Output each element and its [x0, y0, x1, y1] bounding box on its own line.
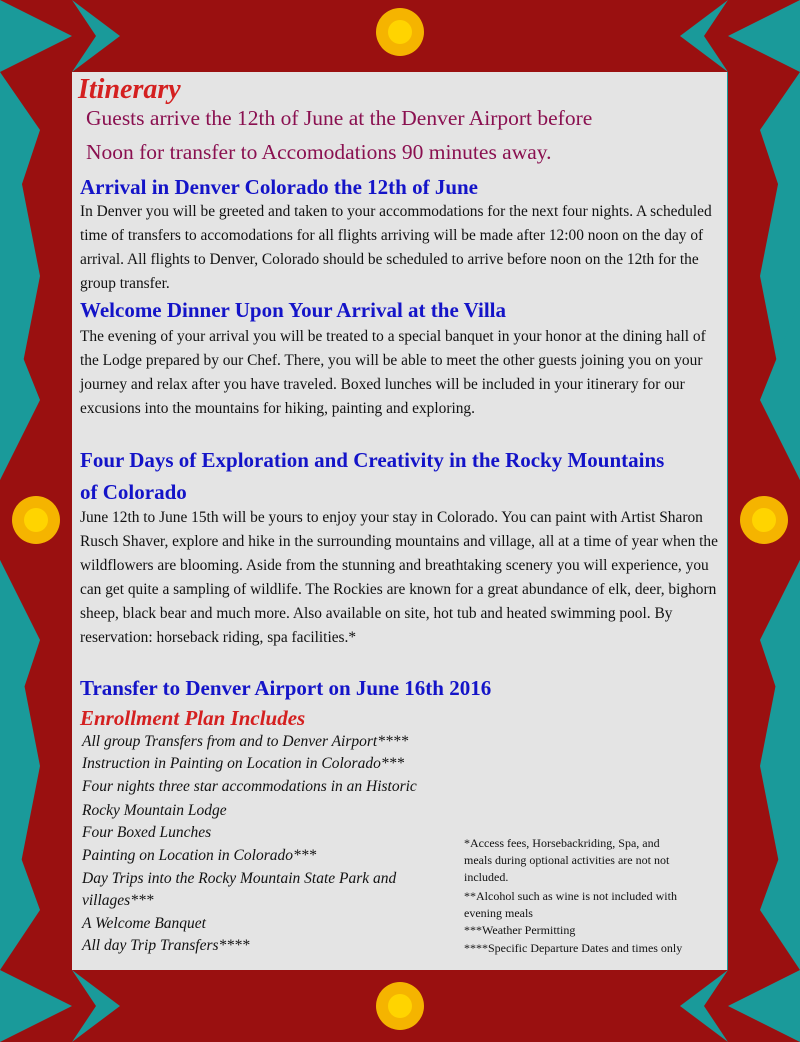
sun-icon [360, 970, 440, 1042]
enrollment-heading: Enrollment Plan Includes [80, 706, 306, 730]
footnote-line: meals during optional activities are not not [464, 853, 670, 867]
section-body-exploration: June 12th to June 15th will be yours to enjoy your stay in Colorado. You can paint with Artist Sharon Rusch Shaver, explore and hike in the surrounding mountains and village, all at a time of year when the wildflowers are blooming. Aside from the stunning and breathtaking scenery you will experience, you can get quite a sampling of wildlife. The Rockies are known for a great abundance of elk, deer, bighorn sheep, black bear and much more. Also available on site, hot tub and heated swimming pool. By reservation: horseback riding, spa facilities.* [80, 509, 718, 646]
enrollment-item: villages*** [82, 892, 154, 909]
section-heading-welcome: Welcome Dinner Upon Your Arrival at the Villa [80, 298, 507, 322]
footnote-line: *Access fees, Horsebackriding, Spa, and [464, 836, 660, 850]
enrollment-item: Four Boxed Lunches [82, 824, 212, 841]
sun-icon [0, 480, 72, 560]
enrollment-item: Day Trips into the Rocky Mountain State Park and [82, 870, 397, 887]
itinerary-title: Itinerary [78, 74, 181, 105]
footnote-line: included. [464, 870, 509, 884]
enrollment-item: All day Trip Transfers**** [82, 937, 250, 954]
section-heading-exploration-1: Four Days of Exploration and Creativity in the Rocky Mountains [80, 448, 665, 472]
enrollment-item: Rocky Mountain Lodge [82, 802, 227, 819]
sun-icon [728, 480, 800, 560]
section-heading-arrival: Arrival in Denver Colorado the 12th of June [80, 175, 479, 199]
section-body-welcome: The evening of your arrival you will be treated to a special banquet in your honor at the dining hall of the Lodge prepared by our Chef. There, you will be able to meet the other guests joining you on your journey and relax after you have traveled. Boxed lunches will be included in your itinerary for our excusions into the mountains for hiking, painting and exploring. [80, 328, 706, 417]
section-heading-exploration-2: of Colorado [80, 480, 187, 504]
enrollment-item: A Welcome Banquet [82, 915, 206, 932]
footnote-line: ***Weather Permitting [464, 923, 576, 937]
sun-icon [360, 0, 440, 72]
enrollment-item: Instruction in Painting on Location in Colorado*** [82, 755, 405, 772]
footnote-line: evening meals [464, 906, 533, 920]
intro-line-2: Noon for transfer to Accomodations 90 minutes away. [86, 140, 552, 164]
section-body-arrival: In Denver you will be greeted and taken to your accommodations for the next four nights. A scheduled time of transfers to accomodations for all flights arriving will be made after 12:00 noon on the day of arrival. All flights to Denver, Colorado should be scheduled to arrive before noon on the 12th for the group transfer. [80, 203, 712, 292]
enrollment-item: Four nights three star accommodations in an Historic [82, 778, 417, 795]
enrollment-item: Painting on Location in Colorado*** [82, 847, 317, 864]
intro-line-1: Guests arrive the 12th of June at the Denver Airport before [86, 106, 593, 130]
footnote-line: ****Specific Departure Dates and times only [464, 941, 683, 955]
section-heading-transfer: Transfer to Denver Airport on June 16th 2016 [80, 676, 492, 700]
enrollment-item: All group Transfers from and to Denver Airport**** [82, 733, 409, 750]
footnote-line: **Alcohol such as wine is not included with [464, 889, 677, 903]
